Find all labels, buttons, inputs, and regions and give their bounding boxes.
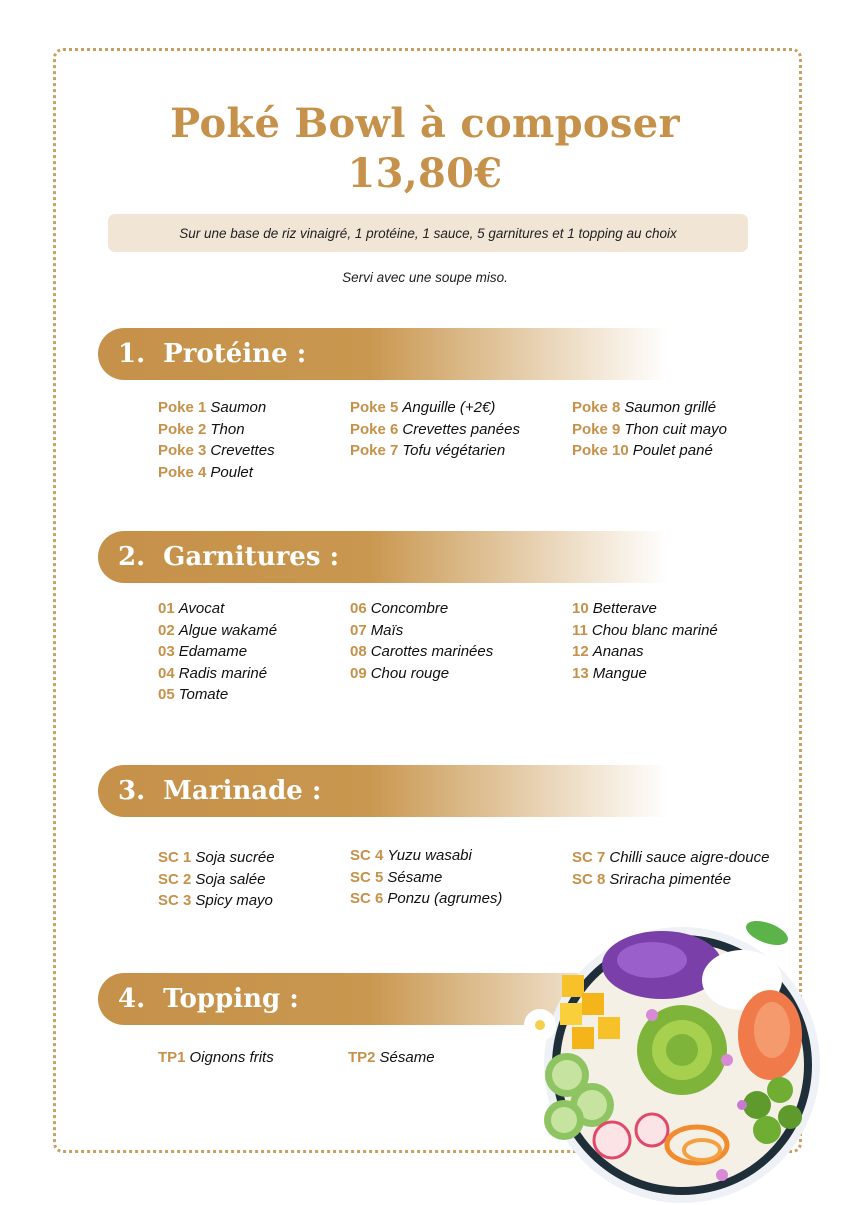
menu-item — [572, 847, 769, 869]
item-name: Anguille (+2€) — [402, 399, 496, 416]
item-name: Betterave — [592, 600, 657, 617]
item-code: Poke 9 — [572, 420, 621, 438]
menu-item — [350, 663, 493, 685]
garnitures-column-3 — [572, 598, 718, 684]
item-code: 12 — [572, 643, 589, 660]
item-code: Poke 3 — [158, 442, 207, 459]
item-name: Sriracha pimentée — [609, 870, 732, 888]
proteine-column-3 — [572, 397, 727, 462]
item-code: SC 6 — [350, 890, 384, 907]
item-name: Concombre — [370, 600, 449, 617]
item-name: Chilli sauce aigre-douce — [609, 849, 770, 866]
menu-item — [350, 419, 520, 441]
description-box — [108, 214, 748, 252]
item-name: Chou rouge — [370, 664, 450, 682]
item-code: SC 5 — [350, 868, 384, 886]
description-text: Sur une base de riz vinaigré, 1 protéine, 1 sauce, 5 garnitures et 1 topping au choix — [179, 225, 677, 241]
item-name: Crevettes — [210, 442, 275, 459]
section-banner-marinade — [98, 765, 698, 817]
item-code: SC 8 — [572, 870, 606, 888]
section-number: 1. — [118, 339, 146, 369]
section-number: 2. — [118, 542, 146, 572]
page-title: Poké Bowl à composer — [170, 100, 680, 147]
menu-item — [158, 598, 277, 620]
item-code: TP2 — [348, 1049, 376, 1066]
item-code: Poke 8 — [572, 399, 621, 416]
menu-item — [158, 440, 275, 462]
item-name: Poulet pané — [632, 442, 713, 459]
menu-item — [350, 845, 502, 867]
item-name: Algue wakamé — [178, 621, 278, 639]
menu-item — [158, 869, 275, 891]
item-code: 05 — [158, 686, 175, 703]
item-name: Crevettes panées — [402, 420, 520, 438]
menu-item — [158, 663, 277, 685]
item-name: Ananas — [592, 643, 644, 660]
item-code: TP1 — [158, 1049, 186, 1066]
menu-item — [158, 462, 275, 484]
section-number: 4. — [118, 984, 146, 1014]
item-code: Poke 1 — [158, 399, 207, 416]
menu-item — [158, 684, 277, 706]
menu-item — [348, 1047, 435, 1069]
item-code: 13 — [572, 664, 589, 682]
menu-item — [350, 397, 520, 419]
item-code: Poke 2 — [158, 420, 207, 438]
item-code: 07 — [350, 621, 367, 639]
menu-item — [572, 869, 769, 891]
item-name: Thon cuit mayo — [624, 420, 727, 438]
item-code: 09 — [350, 664, 367, 682]
marinade-column-3 — [572, 847, 769, 890]
item-name: Maïs — [370, 621, 404, 639]
menu-item — [350, 641, 493, 663]
item-code: SC 3 — [158, 892, 192, 909]
item-code: Poke 5 — [350, 399, 399, 416]
item-code: 03 — [158, 643, 175, 660]
menu-item — [572, 598, 718, 620]
menu-item — [572, 663, 718, 685]
item-code: Poke 6 — [350, 420, 399, 438]
proteine-column-1 — [158, 397, 275, 483]
item-name: Radis mariné — [178, 664, 268, 682]
section-label: Garnitures : — [163, 542, 340, 572]
menu-item — [572, 419, 727, 441]
section-banner-garnitures — [98, 531, 698, 583]
menu-item — [572, 397, 727, 419]
menu-item — [572, 641, 718, 663]
item-name: Soja sucrée — [195, 849, 275, 866]
menu-item — [158, 847, 275, 869]
item-name: Tofu végétarien — [402, 442, 506, 459]
price: 13,80€ — [347, 150, 503, 197]
item-code: 01 — [158, 600, 175, 617]
section-banner-proteine — [98, 328, 698, 380]
served-note: Servi avec une soupe miso. — [342, 270, 508, 285]
item-name: Ponzu (agrumes) — [387, 890, 503, 907]
menu-item — [350, 440, 520, 462]
menu-item — [158, 641, 277, 663]
garnitures-column-1 — [158, 598, 277, 706]
item-name: Edamame — [178, 643, 248, 660]
menu-item — [158, 397, 275, 419]
menu-item — [158, 890, 275, 912]
marinade-column-2 — [350, 845, 502, 910]
menu-item — [572, 440, 727, 462]
menu-item — [158, 620, 277, 642]
section-label: Protéine : — [163, 339, 307, 369]
topping-column-1 — [158, 1047, 274, 1069]
section-number: 3. — [118, 776, 146, 806]
item-name: Carottes marinées — [370, 643, 494, 660]
menu-item — [350, 867, 502, 889]
item-name: Yuzu wasabi — [387, 847, 472, 864]
item-code: SC 4 — [350, 847, 384, 864]
item-name: Sésame — [379, 1049, 435, 1066]
item-code: 08 — [350, 643, 367, 660]
item-code: Poke 10 — [572, 442, 629, 459]
proteine-column-2 — [350, 397, 520, 462]
menu-item — [572, 620, 718, 642]
marinade-column-1 — [158, 847, 275, 912]
item-name: Mangue — [592, 664, 647, 682]
poke-bowl-photo — [522, 905, 822, 1205]
item-code: Poke 4 — [158, 463, 207, 481]
menu-item — [158, 1047, 274, 1069]
item-code: SC 7 — [572, 849, 606, 866]
item-code: 11 — [572, 621, 588, 639]
item-code: 06 — [350, 600, 367, 617]
item-name: Spicy mayo — [195, 892, 273, 909]
section-label: Marinade : — [163, 776, 322, 806]
item-code: Poke 7 — [350, 442, 399, 459]
item-name: Poulet — [210, 463, 253, 481]
garnitures-column-2 — [350, 598, 493, 684]
topping-column-2 — [348, 1047, 435, 1069]
item-code: 10 — [572, 600, 589, 617]
item-code: 04 — [158, 664, 175, 682]
item-name: Sésame — [387, 868, 443, 886]
item-name: Tomate — [178, 686, 229, 703]
item-code: SC 2 — [158, 870, 192, 888]
item-name: Thon — [210, 420, 245, 438]
item-name: Saumon — [210, 399, 267, 416]
section-label: Topping : — [163, 984, 299, 1014]
menu-item — [350, 620, 493, 642]
item-code: SC 1 — [158, 849, 192, 866]
item-name: Chou blanc mariné — [591, 621, 718, 639]
item-name: Avocat — [178, 600, 225, 617]
item-code: 02 — [158, 621, 175, 639]
item-name: Oignons frits — [189, 1049, 274, 1066]
menu-item — [350, 888, 502, 910]
item-name: Saumon grillé — [624, 399, 717, 416]
item-name: Soja salée — [195, 870, 266, 888]
menu-item — [158, 419, 275, 441]
menu-item — [350, 598, 493, 620]
